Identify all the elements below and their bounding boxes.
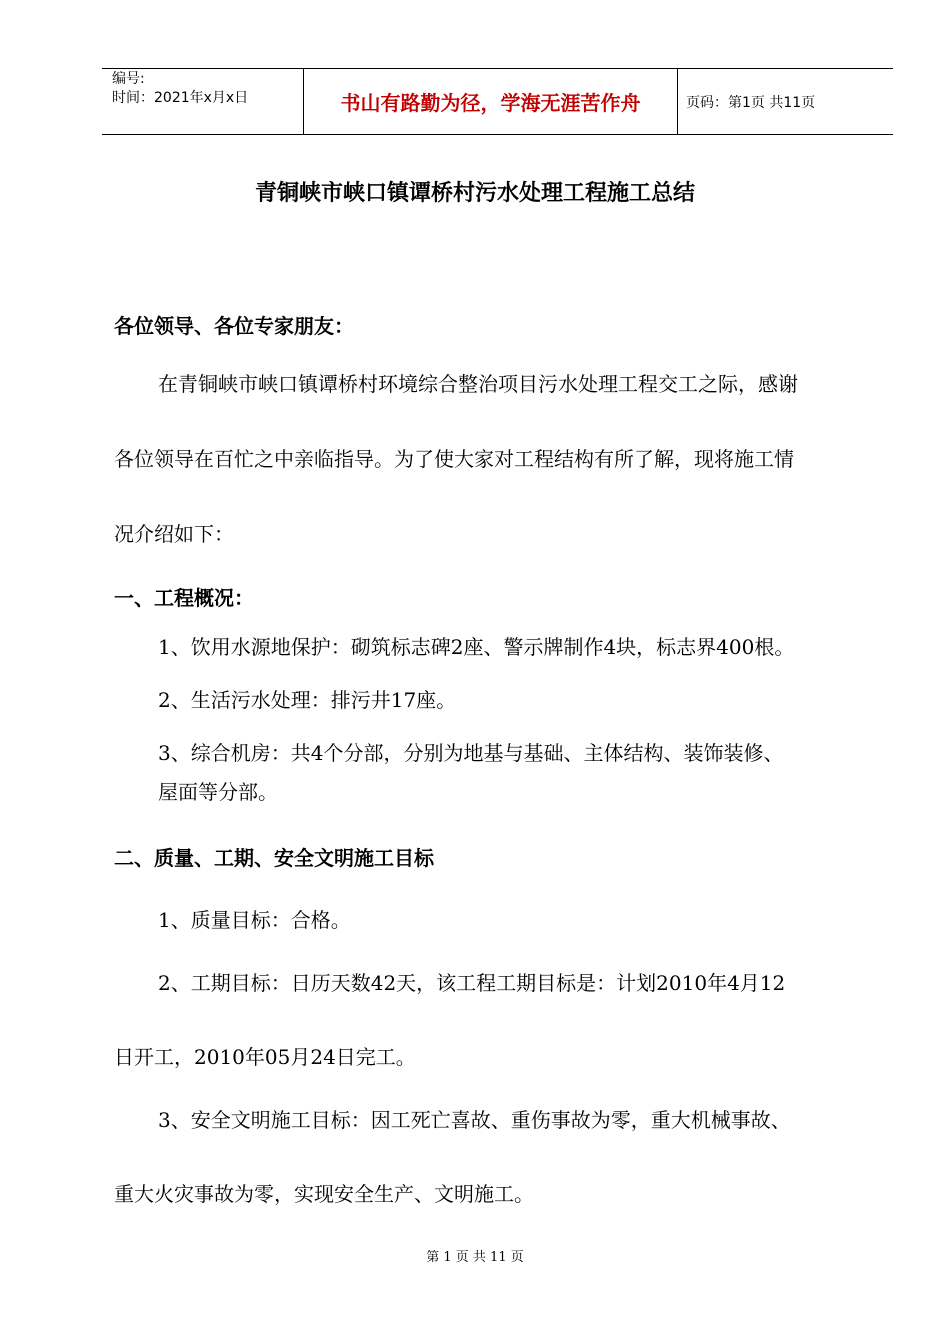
targets-item-1: 1、质量目标：合格。	[158, 908, 351, 932]
intro-line-1: 在青铜峡市峡口镇谭桥村环境综合整治项目污水处理工程交工之际，感谢	[158, 372, 798, 396]
document-number-label: 编号:	[112, 71, 145, 87]
overview-item-2: 2、生活污水处理：排污井17座。	[158, 688, 457, 712]
page-header	[102, 68, 893, 135]
overview-item-3-line-1: 3、综合机房：共4个分部，分别为地基与基础、主体结构、装饰装修、	[158, 741, 784, 765]
section-heading-targets: 二、质量、工期、安全文明施工目标	[114, 846, 434, 870]
overview-item-1: 1、饮用水源地保护：砌筑标志碑2座、警示牌制作4块，标志界400根。	[158, 635, 795, 659]
targets-item-2-line-1: 2、工期目标：日历天数42天，该工程工期目标是：计划2010年4月12	[158, 971, 786, 995]
header-meta-cell	[102, 69, 304, 134]
page-footer: 第 1 页 共 11 页	[426, 1250, 524, 1265]
intro-line-2: 各位领导在百忙之中亲临指导。为了使大家对工程结构有所了解，现将施工情	[114, 447, 794, 471]
intro-line-3: 况介绍如下：	[114, 522, 234, 546]
header-page-info: 页码：第1页 共11页	[686, 94, 816, 111]
header-motto: 书山有路勤为径，学海无涯苦作舟	[304, 69, 678, 134]
document-title: 青铜峡市峡口镇谭桥村污水处理工程施工总结	[254, 181, 695, 206]
targets-item-2-line-2: 日开工，2010年05月24日完工。	[114, 1045, 416, 1069]
targets-item-3-line-2: 重大火灾事故为零，实现安全生产、文明施工。	[114, 1182, 534, 1206]
overview-item-3-line-2: 屋面等分部。	[158, 780, 278, 804]
greeting: 各位领导、各位专家朋友：	[114, 314, 354, 338]
document-time-label: 时间：2021年x月x日	[112, 90, 249, 106]
targets-item-3-line-1: 3、安全文明施工目标：因工死亡喜故、重伤事故为零，重大机械事故、	[158, 1108, 791, 1132]
section-heading-overview: 一、工程概况：	[114, 586, 254, 610]
